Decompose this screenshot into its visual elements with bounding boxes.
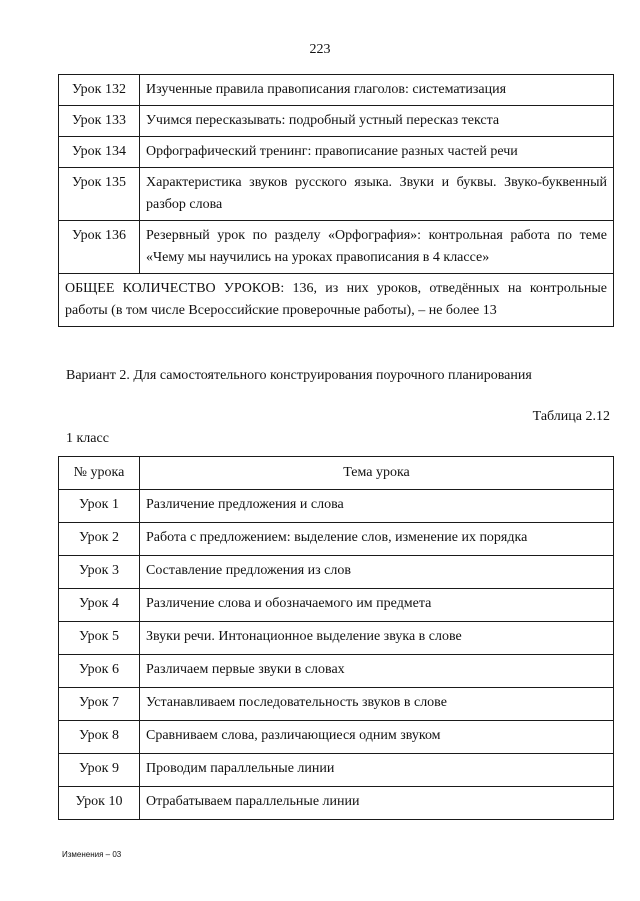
lesson-number: Урок 134: [59, 137, 140, 168]
lesson-number: Урок 7: [59, 688, 140, 721]
lesson-topic: Учимся пересказывать: подробный устный пересказ текста: [140, 106, 614, 137]
page-number: 223: [309, 42, 331, 57]
lesson-topic: Различение предложения и слова: [140, 490, 614, 523]
table-row: [59, 688, 614, 721]
table-label: Таблица 2.12: [532, 409, 610, 424]
column-header-topic: Тема урока: [140, 457, 614, 490]
lesson-topic: Различаем первые звуки в словах: [140, 655, 614, 688]
table-row: [59, 221, 614, 274]
lesson-topic: Орфографический тренинг: правописание разных частей речи: [140, 137, 614, 168]
lesson-topic: Различение слова и обозначаемого им предмета: [140, 589, 614, 622]
lesson-topic: Резервный урок по разделу «Орфография»: контрольная работа по теме «Чему мы научились на уроках правописания в 4 классе»: [140, 221, 614, 274]
table-row: [59, 721, 614, 754]
lesson-number: Урок 9: [59, 754, 140, 787]
table-row: [59, 589, 614, 622]
lesson-topic: Составление предложения из слов: [140, 556, 614, 589]
lesson-topic: Устанавливаем последовательность звуков в слове: [140, 688, 614, 721]
lesson-number: Урок 135: [59, 168, 140, 221]
lesson-number: Урок 132: [59, 75, 140, 106]
table-row: [59, 168, 614, 221]
table-row: [59, 106, 614, 137]
table-row: [59, 754, 614, 787]
table-row: [59, 556, 614, 589]
table-row: [59, 622, 614, 655]
lesson-topic: Проводим параллельные линии: [140, 754, 614, 787]
column-header-lesson-number: № урока: [59, 457, 140, 490]
lessons-table-continued: [58, 74, 614, 327]
lesson-topic: Работа с предложением: выделение слов, изменение их порядка: [140, 523, 614, 556]
table-row: [59, 787, 614, 820]
lesson-number: Урок 2: [59, 523, 140, 556]
lesson-number: Урок 1: [59, 490, 140, 523]
footer-revision-note: Изменения – 03: [62, 850, 122, 859]
lesson-number: Урок 5: [59, 622, 140, 655]
lesson-topic: Изученные правила правописания глаголов: систематизация: [140, 75, 614, 106]
grade-label: 1 класс: [66, 431, 109, 446]
lesson-number: Урок 136: [59, 221, 140, 274]
table-header-row: [59, 457, 614, 490]
table-total-row: [59, 274, 614, 327]
table-row: [59, 523, 614, 556]
table-row: [59, 655, 614, 688]
lesson-number: Урок 4: [59, 589, 140, 622]
table-row: [59, 137, 614, 168]
lessons-table-grade-1: [58, 456, 614, 820]
lesson-number: Урок 6: [59, 655, 140, 688]
lesson-topic: Отрабатываем параллельные линии: [140, 787, 614, 820]
lesson-number: Урок 8: [59, 721, 140, 754]
lesson-topic: Характеристика звуков русского языка. Звуки и буквы. Звуко-буквенный разбор слова: [140, 168, 614, 221]
lesson-number: Урок 10: [59, 787, 140, 820]
lesson-number: Урок 3: [59, 556, 140, 589]
total-lessons-note: ОБЩЕЕ КОЛИЧЕСТВО УРОКОВ: 136, из них уроков, отведённых на контрольные работы (в том числе Всероссийские проверочные работы), – не более 13: [59, 274, 614, 327]
lesson-number: Урок 133: [59, 106, 140, 137]
variant-heading: Вариант 2. Для самостоятельного конструирования поурочного планирования: [66, 368, 532, 383]
lesson-topic: Звуки речи. Интонационное выделение звука в слове: [140, 622, 614, 655]
table-row: [59, 75, 614, 106]
table-row: [59, 490, 614, 523]
lesson-topic: Сравниваем слова, различающиеся одним звуком: [140, 721, 614, 754]
